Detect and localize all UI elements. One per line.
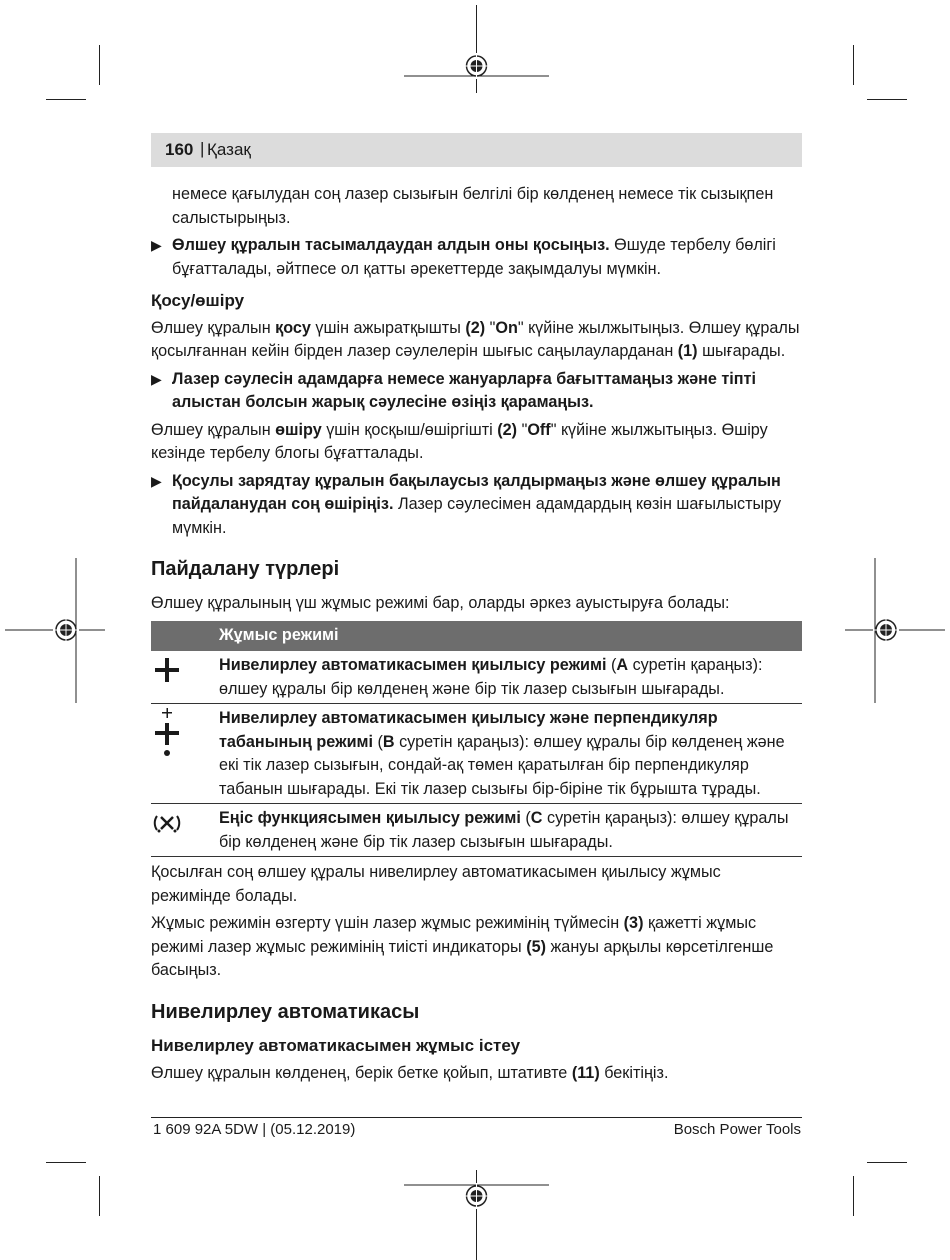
page-header — [151, 133, 802, 167]
crop-mark — [99, 1176, 100, 1216]
unattended-warning-text: Лазер сәулесімен адамдардың көзін шағылыстыру мүмкін. — [172, 495, 782, 537]
transport-bullet — [151, 234, 802, 281]
transport-bullet-bold: Өлшеу құралын тасымалдаудан алдын оны қосыңыз. — [172, 236, 610, 254]
registration-mark-left — [5, 558, 105, 703]
crop-mark — [853, 45, 854, 85]
leveling-subheading: Нивелирлеу автоматикасымен жұмыс істеу — [151, 1036, 521, 1055]
cross-plumb-icon — [151, 707, 183, 763]
table-row: Нивелирлеу автоматикасымен қиылысу және перпендикуляр табанының режимі (B суретін қараңыз): өлшеу құралы бір көлденең және екі тік лазер сызығын, сондай-ақ төмен қаратылған бір перпендикуляр табанын шығарады. Екі тік лазер сызығы бір-біріне тік бұрышта тұрады. — [151, 704, 802, 804]
usage-heading: Пайдалану түрлері — [151, 558, 340, 580]
transport-bullet-text: Өшуде тербелу бөлігі бұғатталады, әйтпесе ол қатты әрекеттерде зақымдалуы мүмкін. — [172, 236, 776, 278]
on-off-paragraph-2: Өлшеу құралын өшіру үшін қосқыш/өшіргішті (2) "Off" күйіне жылжытыңыз. Өшіру кезінде тербелу блогы бұғатталады. — [151, 420, 768, 462]
unattended-warning-bullet — [151, 470, 802, 541]
crop-mark — [867, 99, 907, 100]
bullet-arrow-icon: ▶ — [151, 472, 162, 489]
page-number: 160 — [165, 140, 194, 159]
cross-lines-icon — [151, 654, 183, 686]
registration-mark-bottom — [404, 1170, 549, 1260]
intro-continuation: немесе қағылудан соң лазер сызығын белгілі бір көлденең немесе тік сызықпен салыстырыңыз. — [172, 185, 774, 227]
modes-table-header-label: Жұмыс режимі — [151, 621, 802, 651]
leveling-paragraph: Өлшеу құралын көлденең, берік бетке қойып, штативте (11) бекітіңіз. — [151, 1063, 669, 1082]
crop-mark — [853, 1176, 854, 1216]
table-row: Еңіс функциясымен қиылысу режимі (C суретін қараңыз): өлшеу құралы бір көлденең және бір тік лазер сызығын шығарады. — [151, 804, 802, 857]
usage-after-2: Жұмыс режимін өзгерту үшін лазер жұмыс режимінің түймесін (3) қажетті жұмыс режимі лазер жұмыс режимінің тиісті индикаторы (5) жануы арқылы көрсетілгенше басыңыз. — [151, 914, 774, 979]
bullet-arrow-icon: ▶ — [151, 370, 162, 387]
unattended-warning-bold: Қосулы зарядтау құралын бақылаусыз қалдырмаңыз және өлшеу құралын пайдаланудан соң өшіріңіз. — [172, 471, 781, 513]
laser-warning-text: Лазер сәулесін адамдарға немесе жануарларға бағыттамаңыз және тіпті алыстан болсын жарық сәулесіне өзіңіз қарамаңыз. — [172, 369, 756, 411]
footer-brand: Bosch Power Tools — [673, 1121, 801, 1138]
tilt-mode-icon — [151, 807, 183, 839]
header-separator: | — [200, 139, 205, 158]
crop-mark — [99, 45, 100, 85]
usage-after-1: Қосылған соң өлшеу құралы нивелирлеу автоматикасымен қиылысу жұмыс режимінде болады. — [151, 863, 721, 905]
registration-mark-right — [845, 558, 945, 703]
table-row: Нивелирлеу автоматикасымен қиылысу режимі (A суретін қараңыз): өлшеу құралы бір көлденең және бір тік лазер сызығын шығарады. — [151, 651, 802, 704]
header-language: Қазақ — [207, 140, 251, 159]
main-content — [151, 183, 802, 1089]
usage-intro: Өлшеу құралының үш жұмыс режимі бар, оларды әркез ауыстыруға болады: — [151, 593, 730, 612]
on-off-paragraph-1: Өлшеу құралын қосу үшін ажыратқышты (2) "On" күйіне жылжытыңыз. Өлшеу құралы қосылғаннан кейін бірден лазер сәулелерін шығыс саңылауларданан (1) шығарады. — [151, 318, 800, 360]
laser-warning-bullet — [151, 368, 802, 415]
crop-mark — [46, 1162, 86, 1163]
modes-table-header — [151, 621, 802, 651]
crop-mark — [867, 1162, 907, 1163]
modes-table — [151, 621, 802, 857]
crop-mark — [46, 99, 86, 100]
bullet-arrow-icon: ▶ — [151, 237, 162, 253]
on-off-heading: Қосу/өшіру — [151, 291, 245, 310]
footer-doc-id: 1 609 92A 5DW | (05.12.2019) — [153, 1121, 356, 1138]
leveling-heading: Нивелирлеу автоматикасы — [151, 1000, 420, 1023]
footer-divider — [151, 1117, 802, 1118]
registration-mark-top — [404, 5, 549, 95]
